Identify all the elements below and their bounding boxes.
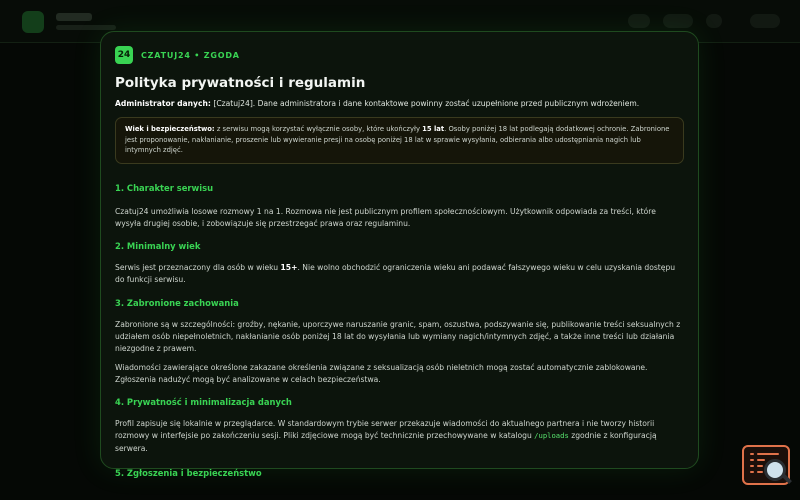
section-4-text-b: zgodnie z konfiguracją serwera. (115, 431, 657, 453)
section-2-text-b: . Nie wolno obchodzić ograniczenia wieku ani podawać fałszywego wieku w celu uzyskania dostępu do funkcji serwisu. (115, 263, 676, 285)
section-heading-1: 1. Charakter serwisu (115, 182, 214, 193)
warning-label: Wiek i bezpieczeństwo: (125, 125, 215, 133)
background-logo-icon (22, 11, 44, 33)
section-3-paragraph-2: Wiadomości zawierające określone zakazane określenia związane z seksualizacją osób nieletnich mogą zostać automatycznie zablokowane. Zgłoszenia nadużyć mogą być analizowane w celach bezpieczeństwa. (115, 362, 648, 384)
section-2-text-a: Serwis jest przeznaczony dla osób w wieku (115, 263, 281, 273)
section-heading-3: 3. Zabronione zachowania (115, 297, 239, 308)
age-warning-box (115, 117, 684, 164)
section-heading-2: 2. Minimalny wiek (115, 241, 201, 252)
section-2-age: 15+ (280, 263, 298, 273)
modal-header (115, 46, 684, 64)
warning-text-b: . Osoby poniżej 18 lat podlegają dodatkowej ochronie. Zabronione jest proponowanie, nakłanianie, proszenie lub wywieranie presji na osobę poniżej 18 lat w sprawie wysyłania, odbierania albo udostępniania nagich lub intymnych zdjęć. (125, 125, 670, 154)
admin-label: Administrator danych: (115, 99, 211, 108)
modal-scroll-area[interactable] (115, 46, 684, 479)
app-badge-icon (115, 46, 133, 64)
background-nav-chip (706, 14, 722, 28)
modal-label: CZATUJ24 • ZGODA (141, 50, 240, 60)
background-nav-chip (750, 14, 780, 28)
section-heading-5: 5. Zgłoszenia i bezpieczeństwo (115, 468, 262, 479)
warning-text-a: z serwisu mogą korzystać wyłącznie osoby, które ukończyły (214, 125, 423, 133)
admin-text: [Czatuj24]. Dane administratora i dane kontaktowe powinny zostać uzupełnione przed publicznym wdrożeniem. (210, 99, 640, 108)
background-subtitle (56, 25, 116, 30)
warning-age: 15 lat (422, 125, 445, 133)
section-2-paragraph (115, 262, 684, 287)
section-3-paragraph-1: Zabronione są w szczególności: groźby, nękanie, uporczywe naruszanie granic, spam, oszustwa, podszywanie się, publikowanie treści seksualnych z udziałem osób niepełnoletnich, nakłanianie osób poniżej 18 lat do wysyłania lub wymiany nagich/intymnych zdjęć, a także inne treści lub działania niezgodne z prawem. (115, 319, 681, 354)
background-nav-chip (628, 14, 650, 28)
section-4-paragraph (115, 418, 684, 455)
magnifier-handle (782, 474, 792, 484)
background-nav-chip (663, 14, 693, 28)
section-4-text-a: Profil zapisuje się lokalnie w przeglądarce. W standardowym trybie serwer przekazuje wiadomości do aktualnego partnera i nie tworzy historii rozmowy w interfejsie po zakończeniu sesji. Pliki zdjęciowe mogą być technicznie przechowywane w katalogu (115, 419, 655, 441)
page-title: Polityka prywatności i regulamin (115, 75, 366, 91)
section-heading-4: 4. Prywatność i minimalizacja danych (115, 397, 292, 408)
background-brand (56, 13, 92, 21)
log-search-icon[interactable] (742, 445, 790, 485)
section-1-paragraph: Czatuj24 umożliwia losowe rozmowy 1 na 1. Rozmowa nie jest publicznym profilem społecznościowym. Użytkownik odpowiada za treści, które wysyła drugiej osobie, i zobowiązuje się przestrzegać prawa oraz regulaminu. (115, 206, 656, 228)
app-badge-text: 24 (117, 50, 131, 60)
consent-modal (100, 31, 699, 479)
admin-info (115, 98, 684, 110)
uploads-path: /uploads (534, 431, 569, 441)
